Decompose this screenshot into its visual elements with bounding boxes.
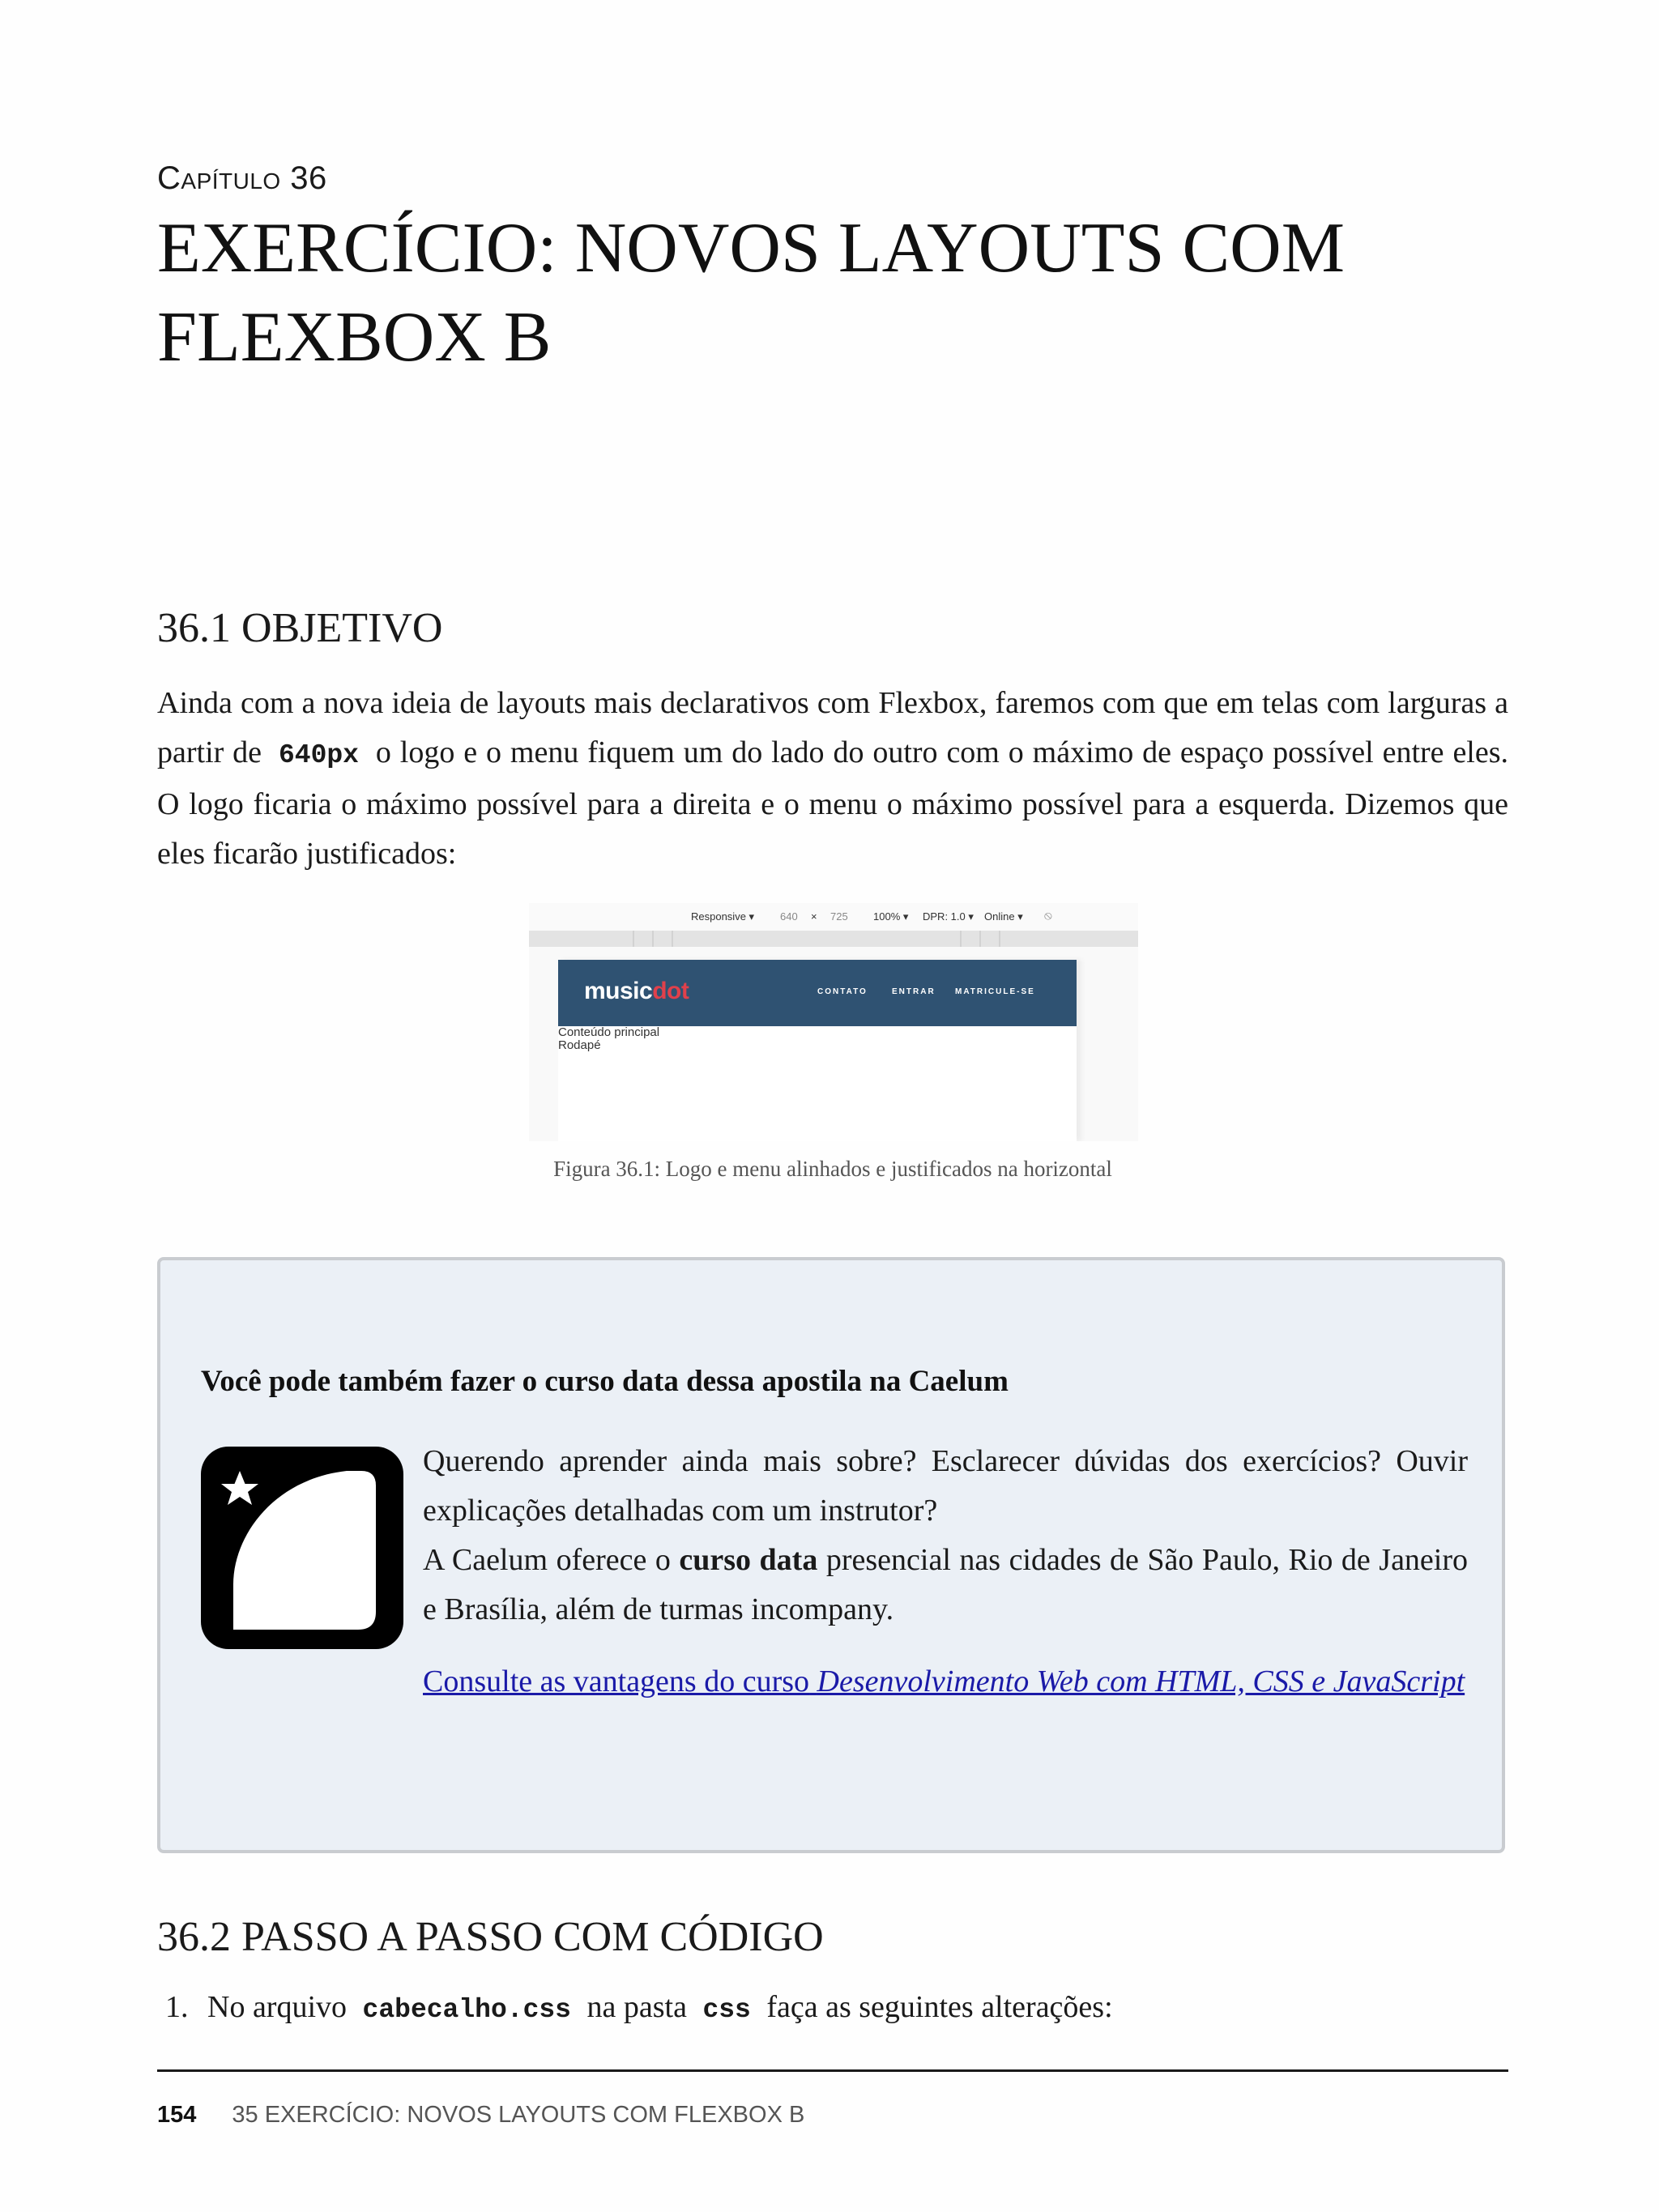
caelum-star-icon	[201, 1447, 403, 1649]
figure-caption: Figura 36.1: Logo e menu alinhados e justificados na horizontal	[553, 1157, 1112, 1181]
course-link-paragraph	[201, 1657, 1468, 1707]
footer-text: Rodapé	[558, 1038, 601, 1052]
callout-p2-bold: curso data	[679, 1543, 818, 1577]
footer-divider	[157, 2069, 1508, 2072]
list-number: 1.	[165, 1990, 189, 2024]
menu-item-matricule-se[interactable]: MATRICULE-SE	[955, 987, 1035, 996]
course-callout-box	[157, 1257, 1505, 1853]
callout-p2-start: A Caelum oferece o	[423, 1543, 671, 1577]
rotate-icon[interactable]: ⦸	[1044, 909, 1052, 923]
musicdot-logo[interactable]: musicdot	[584, 978, 689, 1004]
inline-code-folder: css	[702, 1995, 751, 2025]
objective-text-end: o logo e o menu fiquem um do lado do outro com o máximo de espaço possível entre eles. O logo ficaria o máximo possível para a direita e o menu o máximo possível para a esquerda. Dizemos que eles ficarão justificados:	[157, 735, 1509, 871]
times-sign: ×	[811, 910, 817, 923]
online-dropdown[interactable]: Online ▾	[984, 910, 1023, 923]
zoom-dropdown[interactable]: 100% ▾	[873, 910, 909, 923]
inline-code-640px: 640px	[278, 740, 359, 770]
callout-title: Você pode também fazer o curso data dessa apostila na Caelum	[201, 1365, 1009, 1398]
section-title-objetivo: 36.1 OBJETIVO	[157, 605, 443, 651]
course-link[interactable]: Consulte as vantagens do curso Desenvolvimento Web com HTML, CSS e JavaScript	[423, 1664, 1465, 1698]
objective-text-start: Ainda com a nova ideia de layouts mais declarativos com Flexbox, faremos com que em telas com larguras a partir de	[157, 686, 1508, 769]
page-footer	[157, 2102, 804, 2129]
list-item	[165, 1989, 1113, 2025]
menu-item-entrar[interactable]: ENTRAR	[892, 987, 936, 996]
dpr-dropdown[interactable]: DPR: 1.0 ▾	[923, 910, 974, 923]
figure-screenshot	[529, 903, 1138, 1141]
site-header	[558, 960, 1077, 1026]
section-title-passo-a-passo: 36.2 PASSO A PASSO COM CÓDIGO	[157, 1914, 824, 1960]
list-text-start: No arquivo	[207, 1990, 348, 2024]
chapter-title: EXERCÍCIO: NOVOS LAYOUTS COM FLEXBOX B	[157, 209, 1345, 377]
callout-body	[423, 1437, 1468, 1634]
page-number: 154	[157, 2102, 197, 2128]
inline-code-filename: cabecalho.css	[362, 1995, 571, 2025]
callout-paragraph-1: Querendo aprender ainda mais sobre? Esclarecer dúvidas dos exercícios? Ouvir explicações detalhadas com um instrutor?	[423, 1444, 1468, 1528]
objective-paragraph	[157, 679, 1508, 879]
site-content	[558, 1026, 659, 1052]
width-field[interactable]: 640	[780, 910, 798, 923]
main-content-text: Conteúdo principal	[558, 1025, 660, 1039]
devtools-ruler	[529, 931, 1138, 947]
callout-p2-end: presencial nas cidades de São Paulo, Rio de Janeiro e Brasília, além de turmas incompany.	[423, 1543, 1469, 1626]
list-text-middle: na pasta	[586, 1990, 687, 2024]
device-viewport	[558, 960, 1077, 1141]
running-title: 35 EXERCÍCIO: NOVOS LAYOUTS COM FLEXBOX B	[232, 2102, 805, 2128]
devtools-toolbar	[529, 903, 1138, 931]
chapter-label: Capítulo 36	[157, 160, 327, 196]
menu-item-contato[interactable]: CONTATO	[817, 987, 868, 996]
responsive-dropdown[interactable]: Responsive ▾	[691, 910, 755, 923]
height-field[interactable]: 725	[830, 910, 848, 923]
list-text-end: faça as seguintes alterações:	[766, 1990, 1113, 2024]
